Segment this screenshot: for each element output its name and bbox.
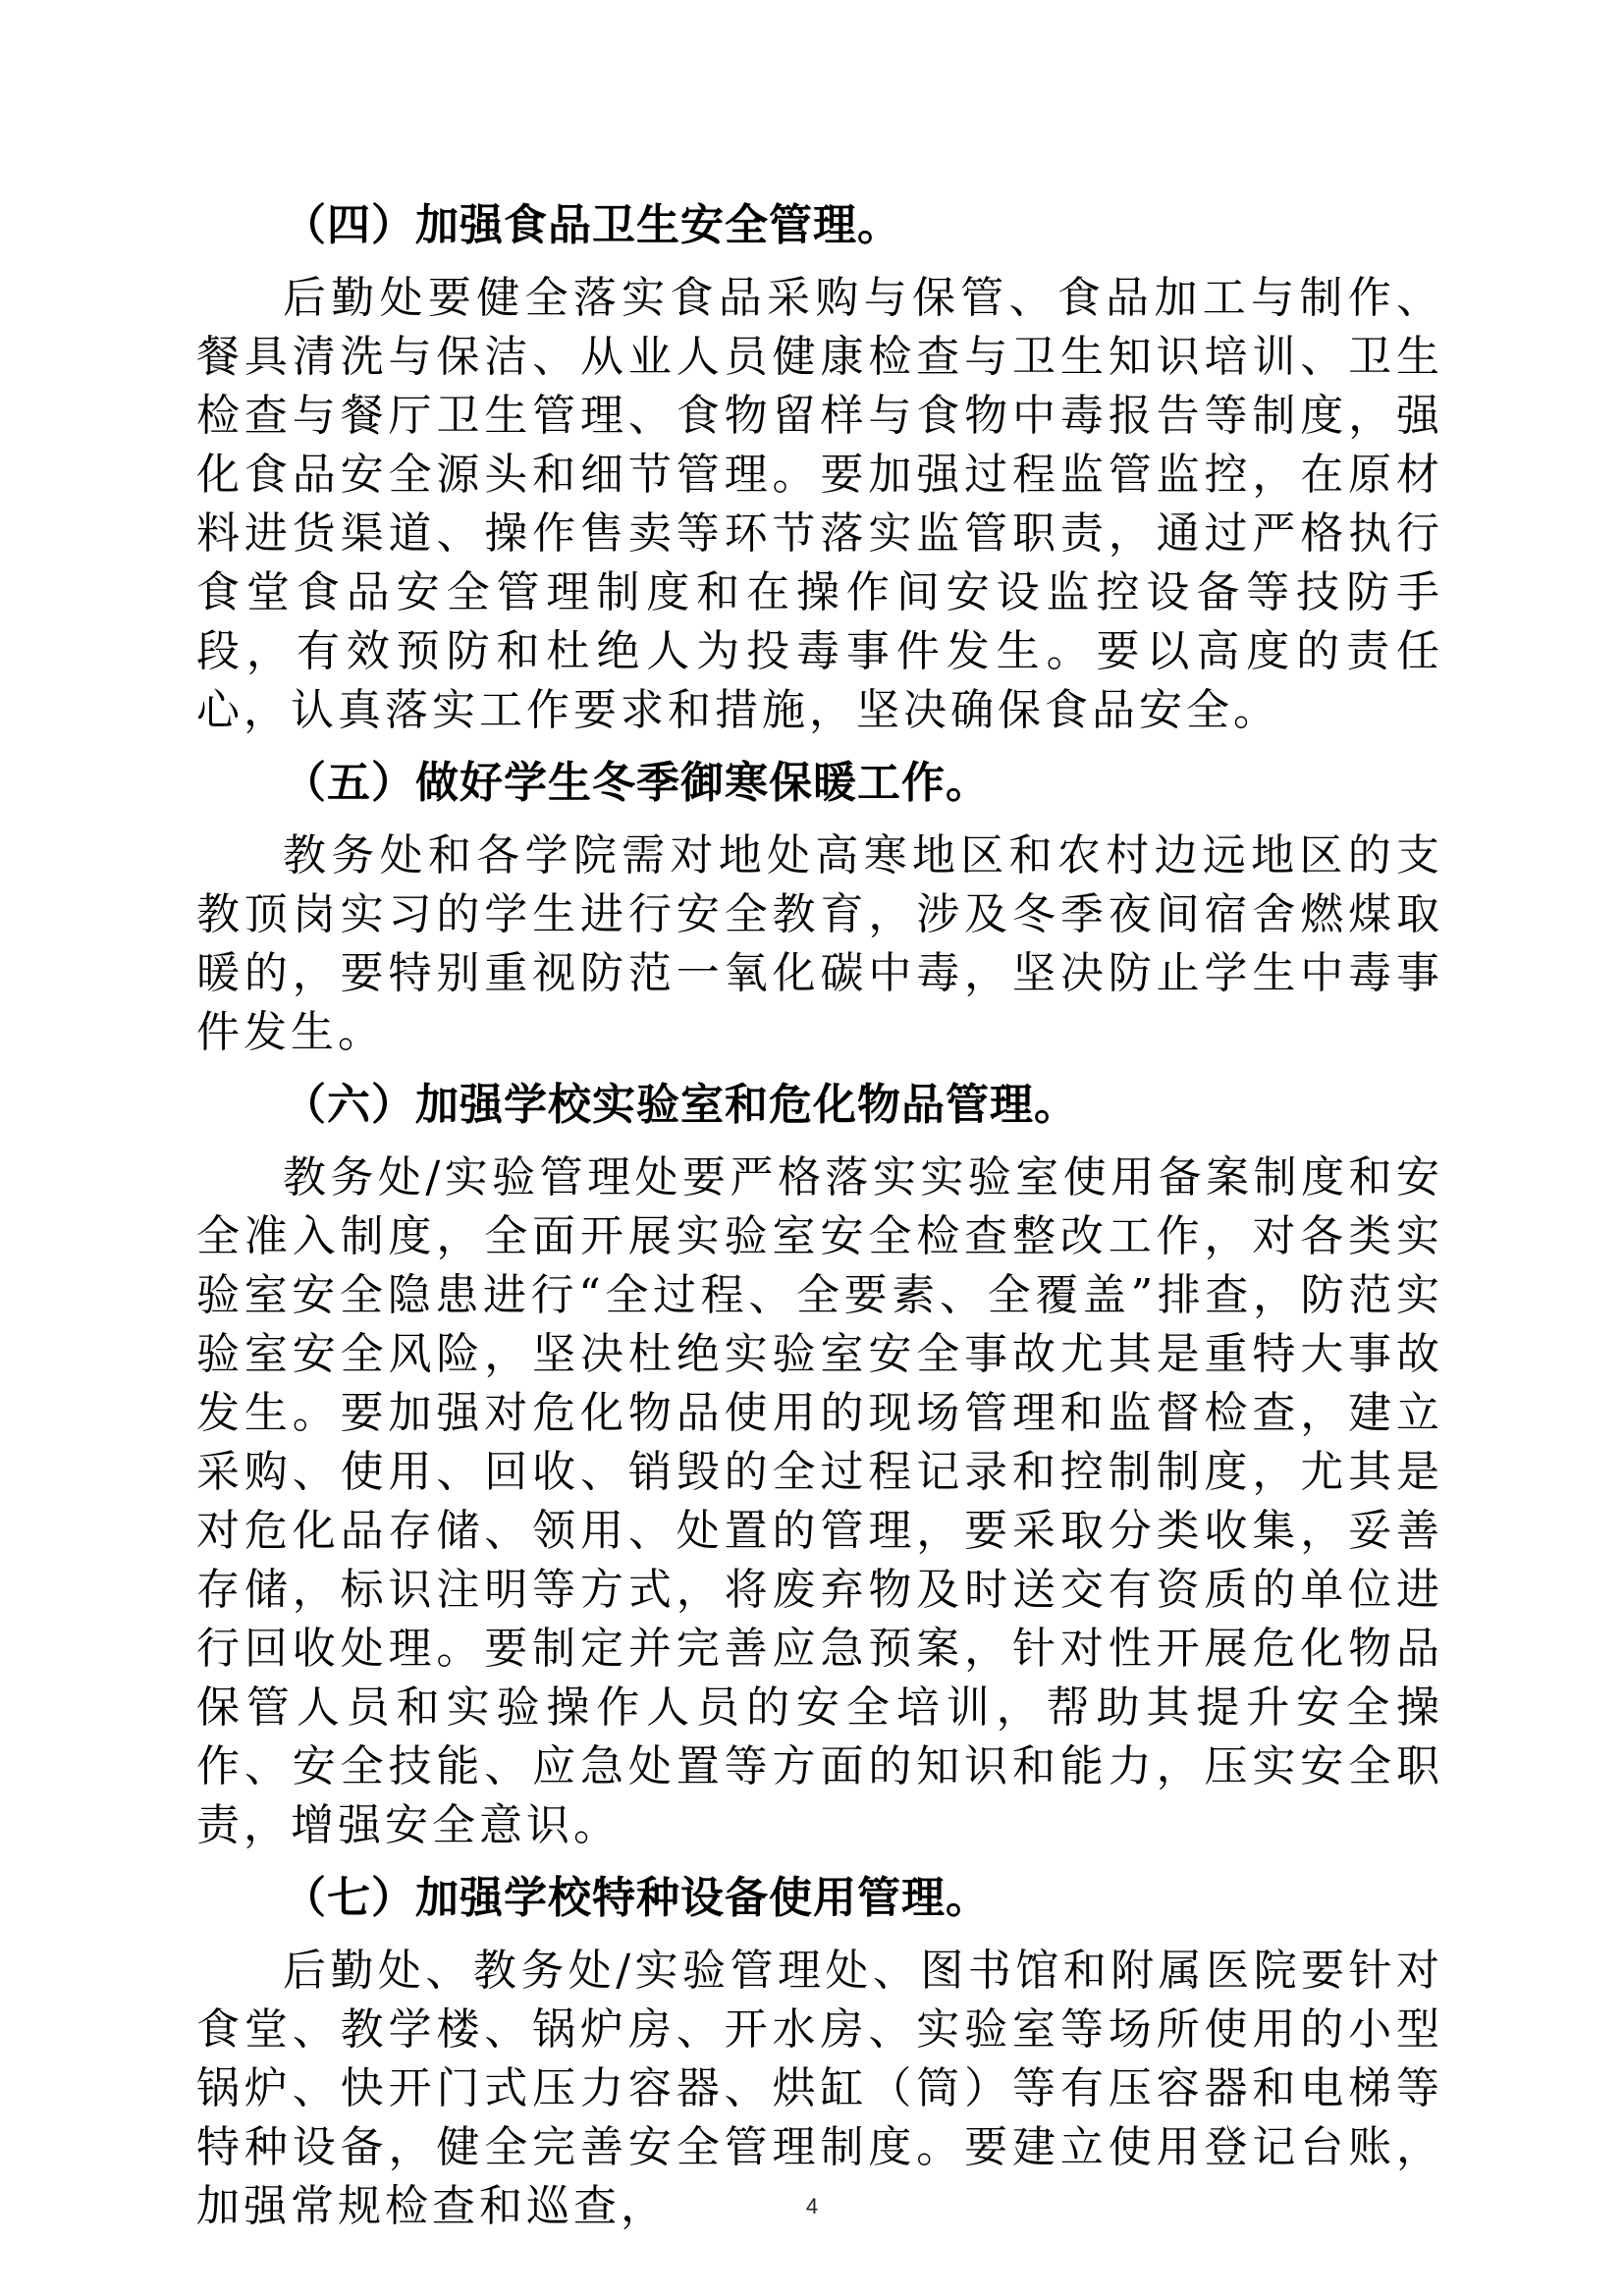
section-body-4: 后勤处要健全落实食品采购与保管、食品加工与制作、餐具清洗与保洁、从业人员健康检查与卫生知识培训、卫生检查与餐厅卫生管理、食物留样与食物中毒报告等制度，强化食品安全源头和细节管理。要加强过程监管监控，在原材料进货渠道、操作售卖等环节落实监管职责，通过严格执行食堂食品安全管理制度和在操作间安设监控设备等技防手段，有效预防和杜绝人为投毒事件发生。要以高度的责任心，认真落实工作要求和措施，坚决确保食品安全。 <box>196 273 1443 735</box>
section-4 <box>196 196 1443 740</box>
page-number: 4 <box>805 2194 819 2218</box>
section-body-7: 后勤处、教务处/实验管理处、图书馆和附属医院要针对食堂、教学楼、锅炉房、开水房、实验室等场所使用的小型锅炉、快开门式压力容器、烘缸（筒）等有压容器和电梯等特种设备，健全完善安全管理制度。要建立使用登记台账，加强常规检查和巡查， <box>196 1946 1443 2231</box>
section-7 <box>196 1869 1443 2236</box>
section-heading-4: （四）加强食品卫生安全管理。 <box>283 200 901 250</box>
section-5 <box>196 754 1443 1062</box>
section-heading-6: （六）加强学校实验室和危化物品管理。 <box>283 1080 1078 1130</box>
section-body-6: 教务处/实验管理处要严格落实实验室使用备案制度和安全准入制度，全面开展实验室安全检查整改工作，对各类实验室安全隐患进行“全过程、全要素、全覆盖”排查，防范实验室安全风险，坚决杜绝实验室安全事故尤其是重特大事故发生。要加强对危化物品使用的现场管理和监督检查，建立采购、使用、回收、销毁的全过程记录和控制制度，尤其是对危化品存储、领用、处置的管理，要采取分类收集，妥善存储，标识注明等方式，将废弃物及时送交有资质的单位进行回收处理。要制定并完善应急预案，针对性开展危化物品保管人员和实验操作人员的安全培训，帮助其提升安全操作、安全技能、应急处置等方面的知识和能力，压实安全职责，增强安全意识。 <box>196 1152 1443 1850</box>
section-6 <box>196 1076 1443 1855</box>
section-body-5: 教务处和各学院需对地处高寒地区和农村边远地区的支教顶岗实习的学生进行安全教育，涉及冬季夜间宿舍燃煤取暖的，要特别重视防范一氧化碳中毒，坚决防止学生中毒事件发生。 <box>196 830 1443 1057</box>
document-page <box>196 196 1443 2250</box>
section-heading-5: （五）做好学生冬季御寒保暖工作。 <box>283 758 990 808</box>
section-heading-7: （七）加强学校特种设备使用管理。 <box>283 1873 990 1923</box>
